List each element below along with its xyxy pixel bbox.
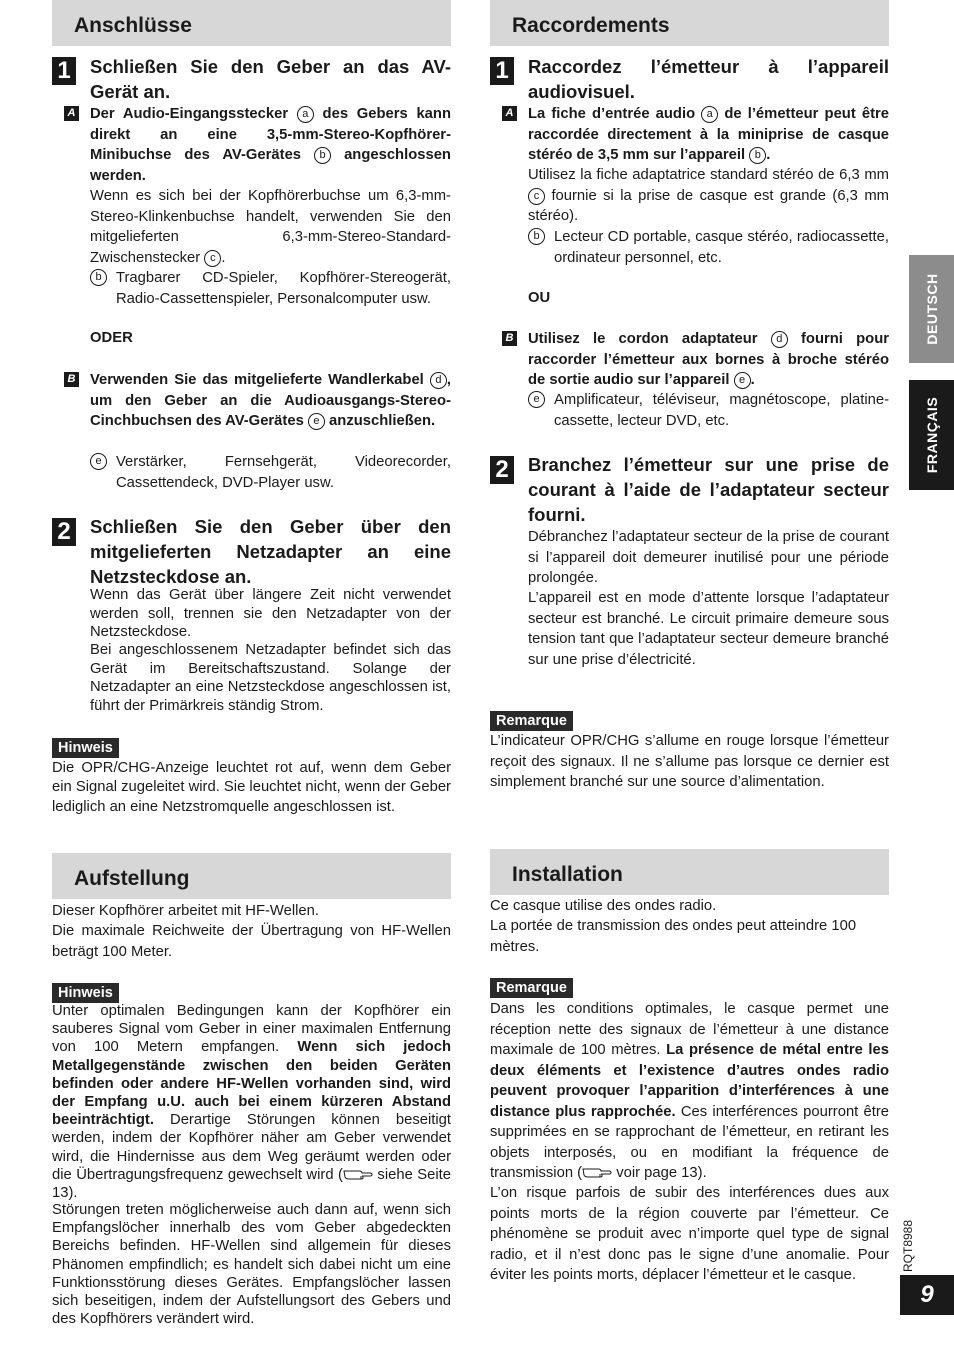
- step2-paragraph-1: Débranchez l’adaptateur secteur de la prise de courant si l’appareil doit demeurer inutilisé pour une période prolongée.: [528, 529, 889, 586]
- text-fragment: fournie si la prise de casque est grande (6,3 mm stéréo).: [528, 187, 889, 224]
- text-fragment: Unter optimalen Bedingungen kann der Kopfhörer ein sauberes Signal vom Geber in einer maximalen Entfernung von 100 Metern empfangen.: [52, 1003, 451, 1056]
- step1-b-bold-text: [90, 370, 451, 432]
- install-paragraph-2: Die maximale Reichweite der Übertragung von HF-Wellen beträgt 100 Meter.: [52, 923, 451, 960]
- pointing-hand-icon: [343, 1168, 373, 1180]
- circle-b-icon: b: [749, 147, 766, 164]
- step1-a-bold-text: [528, 104, 889, 166]
- text-fragment-bold: La présence de métal entre les deux éléments et l’existence d’autres ondes radio peuvent provoquer l’apparition d’interférences à une distance plus rapprochée.: [490, 1042, 889, 1120]
- step1-a-bold-text: [90, 104, 451, 186]
- page-number: 9: [900, 1275, 954, 1315]
- text-fragment: Der Audio-Eingangsstecker: [90, 106, 289, 122]
- list-item-text: Verstärker, Fernsehgerät, Videorecorder, Cassettendeck, DVD-Player usw.: [116, 454, 451, 491]
- install-paragraph-2: La portée de transmission des ondes peut atteindre 100 mètres.: [490, 918, 857, 955]
- list-item-e: [528, 390, 889, 431]
- text-fragment-bold: Wenn sich jedoch Metallgegenstände zwischen den beiden Geräten befinden oder andere HF-Wellen vorhanden sind, wird der Empfang u.U. auch bei einem kürzeren Abstand beeinträchtigt.: [52, 1039, 451, 1129]
- circle-e-icon: e: [734, 372, 751, 389]
- list-item-text: Tragbarer CD-Spieler, Kopfhörer-Stereogerät, Radio-Cassettenspieler, Personalcomputer usw.: [116, 270, 451, 307]
- circle-b-icon: b: [314, 147, 331, 164]
- document-code: [898, 1216, 918, 1276]
- step-title-1: Schließen Sie den Geber an das AV-Gerät an.: [90, 56, 451, 102]
- step2-paragraph-2: L’appareil est en mode d’attente lorsque l’adaptateur secteur est branché. Le circuit primaire demeure sous tension tant que l’adaptateur secteur demeure branché sur une prise d’électricité.: [528, 590, 889, 668]
- text-fragment: Verwenden Sie das mitgelieferte Wandlerkabel: [90, 372, 424, 388]
- step-number-2: 2: [52, 518, 76, 546]
- tab-francais: [909, 380, 954, 490]
- note-label: Hinweis: [52, 738, 119, 758]
- circle-e-icon: e: [308, 413, 325, 430]
- step-title-2: Branchez l’émetteur sur une prise de courant à l’aide de l’adaptateur secteur fourni.: [528, 454, 889, 525]
- circle-a-icon: a: [297, 106, 314, 123]
- pointing-hand-icon: [582, 1166, 612, 1178]
- label-a: A: [502, 106, 517, 121]
- label-b: B: [64, 372, 79, 387]
- step-number-2: 2: [490, 456, 514, 484]
- label-a: A: [64, 106, 79, 121]
- note-label: Hinweis: [52, 983, 119, 1003]
- circle-d-icon: d: [430, 372, 447, 389]
- section-header-installation: [490, 849, 889, 895]
- step-title-1: Raccordez l’émetteur à l’appareil audiovisuel.: [528, 56, 889, 102]
- section-header-anschluesse: [52, 0, 451, 46]
- circle-b-icon: b: [90, 269, 107, 286]
- note-label: Remarque: [490, 711, 573, 731]
- step-number-1: 1: [52, 57, 76, 85]
- circle-e-icon: e: [528, 391, 545, 408]
- section-title: Aufstellung: [74, 867, 190, 890]
- tab-label: FRANÇAIS: [923, 396, 940, 474]
- tab-deutsch: [909, 255, 954, 363]
- note-text: Die OPR/CHG-Anzeige leuchtet rot auf, wenn dem Geber ein Signal zugeleitet wird. Sie leuchtet nicht, wenn der Geber lediglich an eine Netzstromquelle angeschlossen ist.: [52, 760, 451, 815]
- list-item-text: Amplificateur, téléviseur, magnétoscope, platine-cassette, lecteur DVD, etc.: [554, 392, 889, 429]
- step2-paragraph-1: Wenn das Gerät über längere Zeit nicht verwendet werden soll, trennen sie den Netzadapter von der Netzsteckdose.: [90, 587, 451, 640]
- circle-c-icon: c: [204, 250, 221, 267]
- note-text-2: Störungen treten möglicherweise auch dann auf, wenn sich Empfangslöcher innerhalb des vom Geber abgedeckten Bereichs befinden. HF-Wellen sind allgemein für dieses Phänomen empfindlich; es handelt sich dabei nicht um eine Funktionsstörung dieses Gerätes. Empfangslöcher lassen sich beseitigen, indem der Aufstellungsort des Gebers und des Kopfhörers verändert wird.: [52, 1202, 451, 1328]
- text-fragment: siehe Seite 13).: [52, 1166, 451, 1202]
- step2-paragraph-2: Bei angeschlossenem Netzadapter befindet sich das Gerät im Bereitschaftszustand. Solange der Netzadapter an eine Netzsteckdose angeschlossen ist, führt der Primärkreis ständig Strom.: [90, 642, 451, 714]
- note-text-2: L’on risque parfois de subir des interférences dues aux points morts de la région couverte par l’émetteur. Ce phénomène se produit avec n’importe quel type de signal radio, et il n’est donc pas le signe d’une anomalie. Pour éviter les points morts, déplacer l’émetteur et le casque.: [490, 1185, 889, 1283]
- tab-label: DEUTSCH: [923, 273, 940, 345]
- circle-c-icon: c: [528, 188, 545, 205]
- install-paragraph-1: Dieser Kopfhörer arbeitet mit HF-Wellen.: [52, 903, 319, 919]
- text-fragment: Utilisez le cordon adaptateur: [528, 331, 758, 347]
- step-number-1: 1: [490, 57, 514, 85]
- circle-b-icon: b: [528, 228, 545, 245]
- text-fragment: Derartige Störungen können beseitigt werden, indem der Kopfhörer näher am Geber verwendet wird, die Hindernisse aus dem Weg geräumt werden oder die Übertragungsfrequenz gewechselt wird (: [52, 1112, 451, 1183]
- label-b: B: [502, 331, 517, 346]
- list-item-b: [90, 268, 451, 309]
- section-title: Installation: [512, 863, 623, 886]
- step1-a-text: [528, 165, 889, 227]
- step1-b-bold-text: [528, 329, 889, 391]
- text-fragment: La fiche d’entrée audio: [528, 106, 696, 122]
- install-paragraph-1: Ce casque utilise des ondes radio.: [490, 898, 717, 914]
- text-fragment: Ces interférences pourront être supprimées en se rapprochant de l’émetteur, en retirant les objets interposés, ou en modifiant la fréquence de transmission (: [490, 1103, 890, 1181]
- circle-e-icon: e: [90, 453, 107, 470]
- section-header-raccordements: [490, 0, 889, 46]
- text-fragment: des Gebers kann direkt an eine 3,5-mm-Stereo-Kopfhörer-Minibuchse des AV-Gerätes: [90, 106, 451, 163]
- or-separator: OU: [528, 290, 551, 306]
- text-fragment: Dans les conditions optimales, le casque permet une réception nette des signaux de l’émetteur à une distance maximale de 100 mètres.: [490, 1001, 889, 1058]
- text-fragment: Wenn es sich bei der Kopfhörerbuchse um 6,3-mm-Stereo-Klinkenbuchse handelt, verwenden Sie den mitgelieferten 6,3-mm-Stereo-Standard-Zwischenstecker: [90, 188, 451, 266]
- text-fragment: fourni pour raccorder l’émetteur aux bornes à broche stéréo de sortie audio sur l’appareil: [528, 331, 889, 388]
- section-title: Anschlüsse: [74, 14, 192, 37]
- document-code-text: RQT8988: [901, 1219, 915, 1273]
- text-fragment: angeschlossen werden.: [90, 147, 451, 184]
- section-header-aufstellung: [52, 853, 451, 899]
- text-fragment: .: [221, 249, 226, 266]
- text-fragment: .: [750, 372, 755, 388]
- text-fragment: voir page 13).: [612, 1165, 707, 1181]
- text-fragment: .: [766, 147, 771, 163]
- note-text: L’indicateur OPR/CHG s’allume en rouge lorsque l’émetteur reçoit des signaux. Il ne s’allume pas lorsque ce dernier est simplement branché sur une source d’alimentation.: [490, 733, 889, 790]
- text-fragment: anzuschließen.: [329, 413, 436, 429]
- note-text: [490, 999, 889, 1184]
- list-item-e: [90, 452, 451, 493]
- note-label: Remarque: [490, 978, 573, 998]
- section-title: Raccordements: [512, 14, 670, 37]
- list-item-text: Lecteur CD portable, casque stéréo, radiocassette, ordinateur personnel, etc.: [554, 229, 889, 266]
- text-fragment: , um den Geber an die Audioausgangs-Stereo-Cinchbuchsen des AV-Gerätes: [90, 372, 451, 429]
- text-fragment: Utilisez la fiche adaptatrice standard stéréo de 6,3 mm: [528, 167, 889, 183]
- note-text: [52, 1002, 451, 1202]
- step-title-2: Schließen Sie den Geber über den mitgelieferten Netzadapter an eine Netzsteckdose an.: [90, 516, 451, 587]
- or-separator: ODER: [90, 330, 133, 346]
- list-item-b: [528, 227, 889, 268]
- step1-a-text: [90, 186, 451, 268]
- circle-d-icon: d: [771, 331, 788, 348]
- circle-a-icon: a: [701, 106, 718, 123]
- text-fragment: de l’émetteur peut être raccordée directement à la miniprise de casque stéréo de 3,5 mm sur l’appareil: [528, 106, 890, 163]
